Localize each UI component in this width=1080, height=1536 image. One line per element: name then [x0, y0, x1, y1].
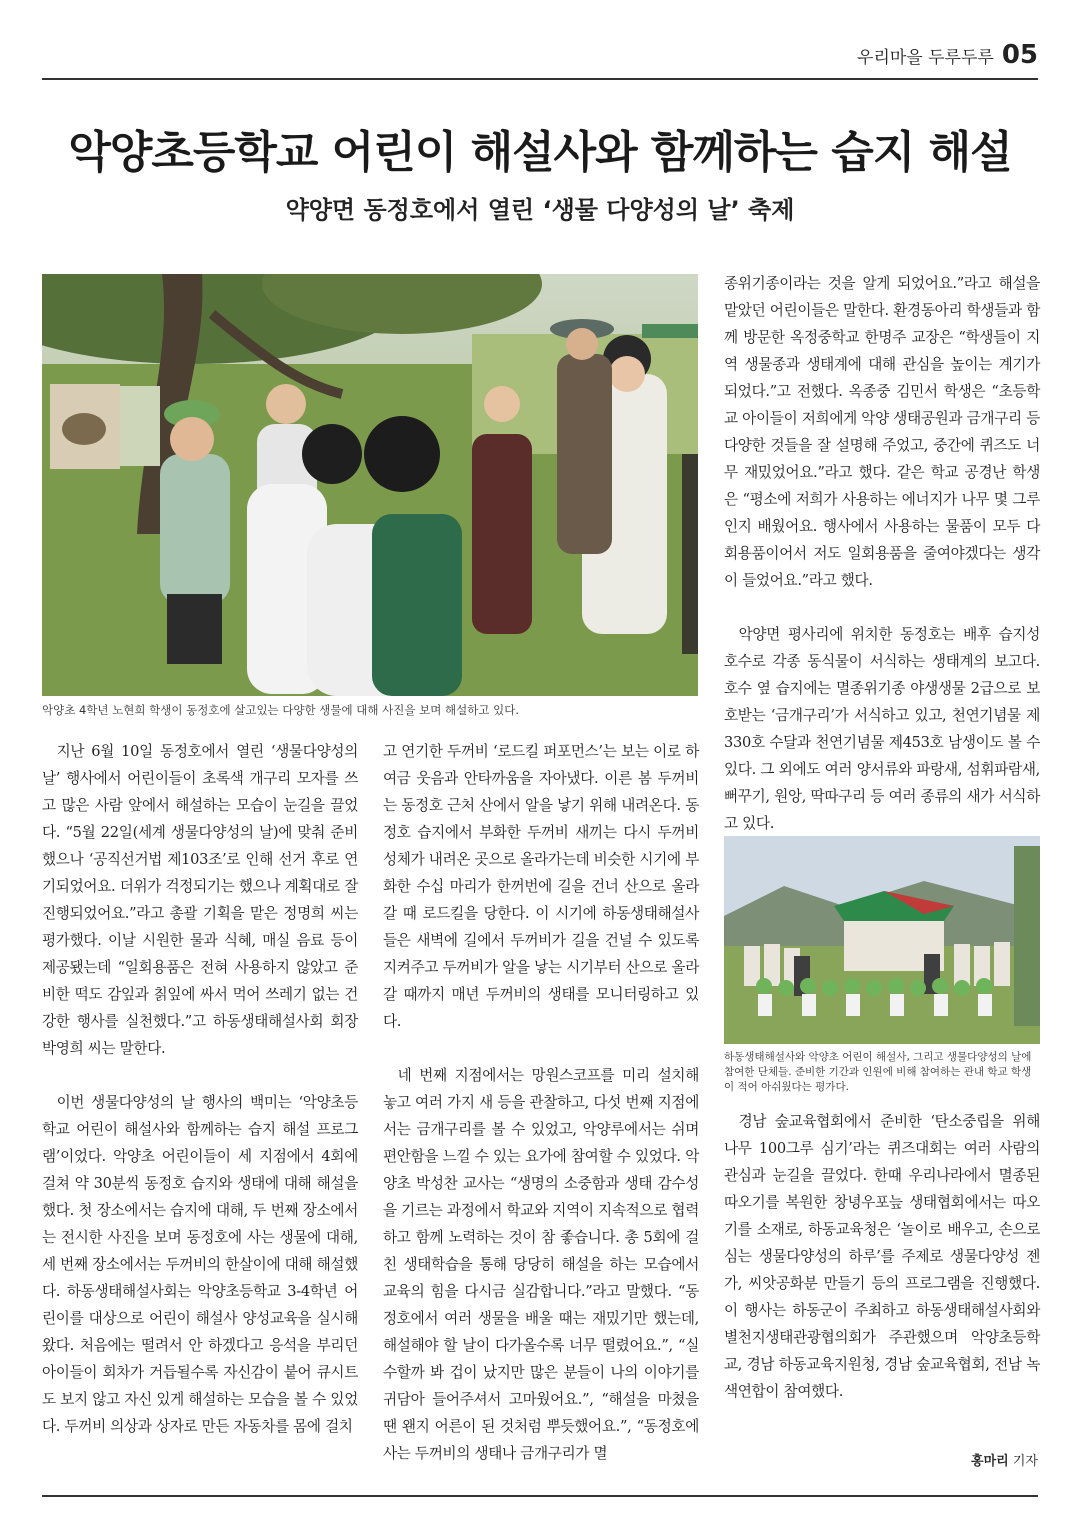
group-photo: [724, 836, 1040, 1044]
page-header: [857, 40, 1038, 70]
paragraph: 고 연기한 두꺼비 ‘로드킬 퍼포먼스’는 보는 이로 하여금 웃음과 안타까움을 자아냈다. 이른 봄 두꺼비는 동정호 근처 산에서 알을 낳기 위해 내려온다. 동정호 습지에서 부화한 두꺼비 새끼는 다시 두꺼비 성체가 내려온 곳으로 올라가는데 비슷한 시기에 부화한 수십 마리가 한꺼번에 길을 건너 산으로 올라갈 때 로드킬을 당한다. 이 시기에 하동생태해설사들은 새벽에 길에서 두꺼비가 길을 건널 수 있도록 지켜주고 두꺼비가 알을 낳는 시기부터 산으로 올라갈 때까지 매년 두꺼비의 생태를 모니터링하고 있다.: [383, 743, 699, 1030]
article-column-3-top: [724, 270, 1040, 837]
paragraph: 종위기종이라는 것을 알게 되었어요.”라고 해설을 맡았던 어린이들은 말한다. 환경동아리 학생들과 함께 방문한 옥정중학교 한명주 교장은 “학생들이 지역 생물종과 생태계에 대해 관심을 높이는 계기가 되었다.”고 전했다. 옥종중 김민서 학생은 “초등학교 아이들이 저희에게 악양 생태공원과 금개구리 등 다양한 것들을 잘 설명해 주었고, 중간에 퀴즈도 너무 재밌었어요.”라고 했다. 같은 학교 공경난 학생은 “평소에 저희가 사용하는 에너지가 나무 몇 그루인지 배웠어요. 행사에서 사용하는 물품이 모두 다회용품이어서 저도 일회용품을 줄여야겠다는 생각이 들었어요.”라고 했다.: [724, 275, 1040, 589]
article-column-1: [42, 738, 358, 1440]
paragraph: 경남 숲교육협회에서 준비한 ‘탄소중립을 위해 나무 100그루 심기’라는 퀴즈대회는 여러 사람의 관심과 눈길을 끌었다. 한때 우리나라에서 멸종된 따오기를 복원한 창녕우포늪 생태협회에서는 따오기를 소재로, 하동교육청은 ‘놀이로 배우고, 손으로 심는 생물다양성의 하루’를 주제로 생물다양성 젠가, 씨앗공화분 만들기 등의 프로그램을 진행했다. 이 행사는 하동군이 주최하고 하동생태해설사회와 별천지생태관광협의회가 주관했으며 악양초등학교, 경남 하동교육지원청, 경남 숲교육협회, 전남 녹색연합이 참여했다.: [724, 1113, 1040, 1400]
article-column-2: [383, 738, 699, 1467]
paragraph: 이번 생물다양성의 날 행사의 백미는 ‘악양초등학교 어린이 해설사와 함께하는 습지 해설 프로그램’이었다. 악양초 어린이들이 세 지점에서 4회에 걸쳐 약 30분씩 동정호 습지와 생태에 대해 해설을 했다. 첫 장소에서는 습지에 대해, 두 번째 장소에서는 전시한 사진을 보며 동정호에 사는 생물에 대해, 세 번째 장소에서는 두꺼비의 한살이에 대해 해설했다. 하동생태해설사회는 악양초등학교 3-4학년 어린이를 대상으로 어린이 해설사 양성교육을 실시해 왔다. 처음에는 떨려서 안 하겠다고 응석을 부리던 아이들이 회차가 거듭될수록 자신감이 붙어 큐시트도 보지 않고 자신 있게 해설하는 모습을 볼 수 있었다. 두꺼비 의상과 상자로 만든 자동차를 몸에 걸치: [42, 1094, 358, 1435]
main-photo: [42, 274, 698, 696]
paragraph: 악양면 평사리에 위치한 동정호는 배후 습지성 호수로 각종 동식물이 서식하는 생태계의 보고다. 호수 옆 습지에는 멸종위기종 야생생물 2급으로 보호받는 ‘금개구리’가 서식하고 있고, 천연기념물 제330호 수달과 천연기념물 제453호 남생이도 볼 수 있다. 그 외에도 여러 양서류와 파랑새, 섬휘파람새, 뻐꾸기, 원앙, 딱따구리 등 여러 종류의 새가 서식하고 있다.: [724, 626, 1040, 832]
page-number: 05: [1001, 40, 1038, 70]
article-subheadline: 약양면 동정호에서 열린 ‘생물 다양성의 날’ 축제: [285, 196, 795, 224]
group-photo-caption: 하동생태해설사와 악양초 어린이 해설사, 그리고 생물다양성의 날에 참여한 단체들. 준비한 기간과 인원에 비해 참여하는 관내 학교 학생이 적어 아쉬웠다는 평가다.: [724, 1051, 1032, 1093]
header-divider: [42, 78, 1038, 80]
main-photo-caption: 악양초 4학년 노현희 학생이 동정호에 살고있는 다양한 생물에 대해 사진을 보며 해설하고 있다.: [42, 703, 519, 717]
reporter-role: 기자: [1012, 1454, 1038, 1469]
reporter-name: 홍마리: [971, 1454, 1009, 1469]
section-name: 우리마을 두루두루: [857, 48, 994, 68]
paragraph: 지난 6월 10일 동정호에서 열린 ‘생물다양성의 날’ 행사에서 어린이들이 초록색 개구리 모자를 쓰고 많은 사람 앞에서 해설하는 모습이 눈길을 끌었다. “5월 22일(세계 생물다양성의 날)에 맞춰 준비했으나 ‘공직선거법 제103조’로 인해 선거 후로 연기되었어요. 더위가 걱정되기는 했으나 계획대로 잘 진행되었어요.”라고 총괄 기획을 맡은 정명희 씨는 평가했다. 이날 시원한 물과 식혜, 매실 음료 등이 제공됐는데 “일회용품은 전혀 사용하지 않았고 준비한 떡도 감잎과 칡잎에 싸서 먹어 쓰레기 없는 건강한 행사를 실천했다.”고 하동생태해설사회 회장 박영희 씨는 말한다.: [42, 743, 358, 1057]
paragraph: 네 번째 지점에서는 망원스코프를 미리 설치해 놓고 여러 가지 새 등을 관찰하고, 다섯 번째 지점에서는 금개구리를 볼 수 있었고, 악양루에서는 쉬며 편안함을 느낄 수 있는 요가에 참여할 수 있었다. 악양초 박성찬 교사는 “생명의 소중함과 생태 감수성을 기르는 과정에서 학교와 지역이 지속적으로 협력하고 함께 노력하는 것이 참 좋습니다. 총 5회에 걸친 생태학습을 통해 당당히 해설을 하는 모습에서 교육의 힘을 다시금 실감합니다.”라고 말했다. “동정호에서 여러 생물을 배울 때는 재밌기만 했는데, 해설해야 할 날이 다가올수록 너무 떨렸어요.”, “실수할까 봐 겁이 났지만 많은 분들이 나의 이야기를 귀담아 들어주셔서 고마웠어요.”, “해설을 마쳤을 땐 왠지 어른이 된 것처럼 뿌듯했어요.”, “동정호에 사는 두꺼비의 생태나 금개구리가 멸: [383, 1067, 699, 1462]
footer-divider: [42, 1495, 1038, 1497]
article-headline: 악양초등학교 어린이 해설사와 함께하는 습지 해설: [68, 127, 1012, 178]
article-column-3-bottom: [724, 1108, 1040, 1405]
byline: [971, 1450, 1038, 1469]
